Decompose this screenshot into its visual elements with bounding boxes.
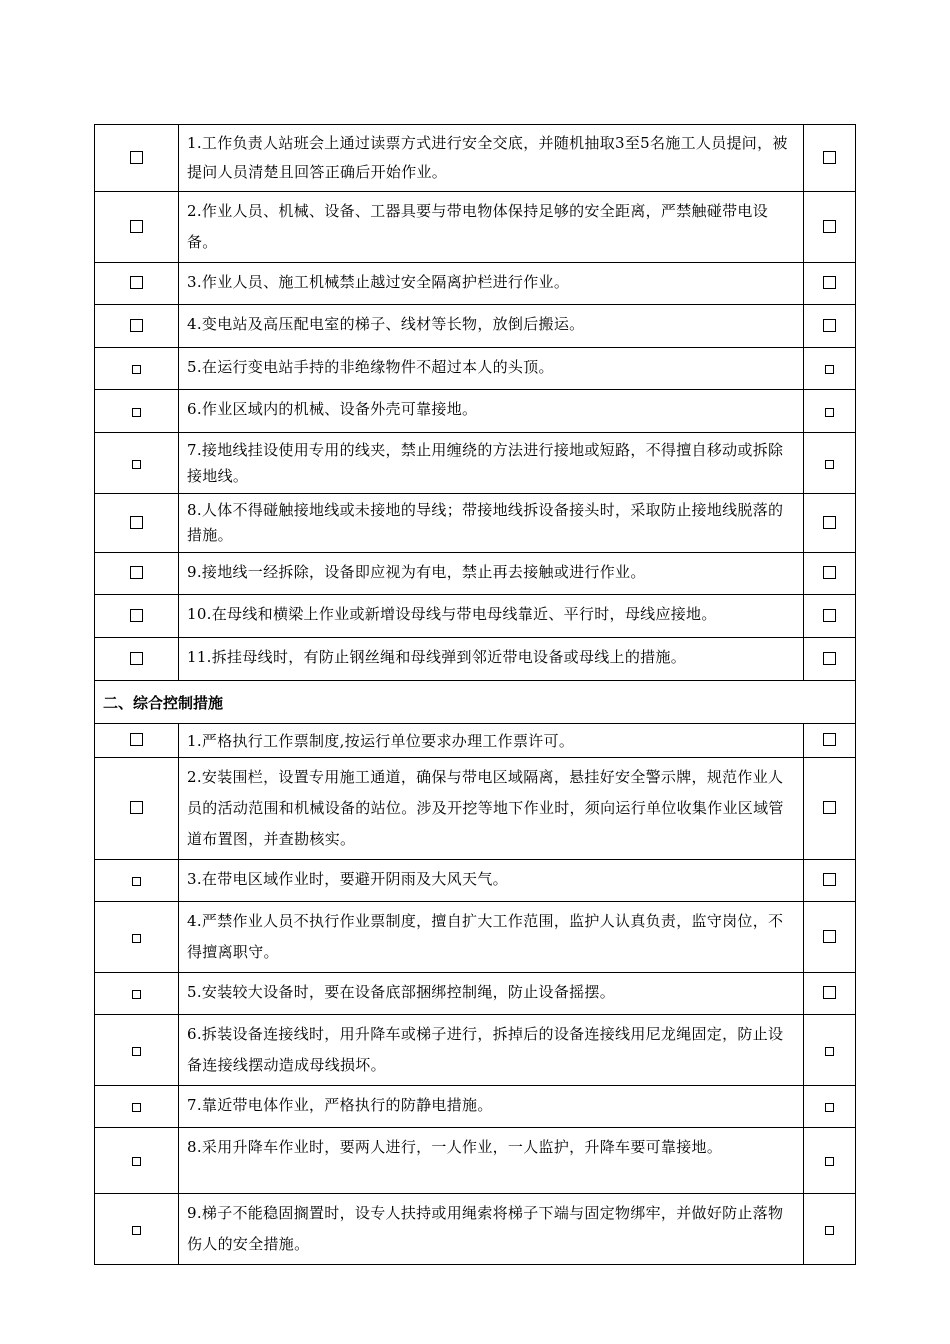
checkbox-right[interactable] xyxy=(804,494,856,553)
checkbox-left[interactable] xyxy=(95,638,179,681)
checkbox-left[interactable] xyxy=(95,125,179,192)
checkbox-right[interactable] xyxy=(804,348,856,390)
table-row xyxy=(95,1015,856,1086)
checkbox-left[interactable] xyxy=(95,1086,179,1128)
checkbox-left[interactable] xyxy=(95,860,179,902)
checkbox-left[interactable] xyxy=(95,553,179,595)
table-row xyxy=(95,1128,856,1194)
checkbox-left[interactable] xyxy=(95,1128,179,1194)
checkbox-right[interactable] xyxy=(804,1086,856,1128)
table-row xyxy=(95,125,856,192)
table-row xyxy=(95,192,856,263)
measure-text: 6.拆装设备连接线时，用升降车或梯子进行，拆掉后的设备连接线用尼龙绳固定，防止设备连接线摆动造成母线损坏。 xyxy=(179,1015,804,1086)
checkbox-right[interactable] xyxy=(804,595,856,638)
checkbox-right[interactable] xyxy=(804,553,856,595)
table-row xyxy=(95,553,856,595)
checkbox-right[interactable] xyxy=(804,973,856,1015)
checkbox-right[interactable] xyxy=(804,860,856,902)
measure-text: 6.作业区域内的机械、设备外壳可靠接地。 xyxy=(179,390,804,433)
table-row xyxy=(95,758,856,860)
measure-text: 10.在母线和横梁上作业或新增设母线与带电母线靠近、平行时，母线应接地。 xyxy=(179,595,804,638)
checkbox-right[interactable] xyxy=(804,390,856,433)
table-row xyxy=(95,973,856,1015)
measure-text: 4.变电站及高压配电室的梯子、线材等长物，放倒后搬运。 xyxy=(179,305,804,348)
checkbox-right[interactable] xyxy=(804,758,856,860)
measure-text: 8.采用升降车作业时，要两人进行，一人作业，一人监护，升降车要可靠接地。 xyxy=(179,1128,804,1194)
checkbox-left[interactable] xyxy=(95,390,179,433)
table-row xyxy=(95,433,856,494)
measure-text: 1.工作负责人站班会上通过读票方式进行安全交底，并随机抽取3至5名施工人员提问，被提问人员清楚且回答正确后开始作业。 xyxy=(179,125,804,192)
checkbox-left[interactable] xyxy=(95,1015,179,1086)
checkbox-left[interactable] xyxy=(95,902,179,973)
safety-measures-table xyxy=(94,124,856,1265)
table-row xyxy=(95,860,856,902)
table-row xyxy=(95,724,856,758)
section-header-row xyxy=(95,681,856,724)
measure-text: 7.接地线挂设使用专用的线夹，禁止用缠绕的方法进行接地或短路，不得擅自移动或拆除接地线。 xyxy=(179,433,804,494)
checkbox-right[interactable] xyxy=(804,902,856,973)
checkbox-right[interactable] xyxy=(804,1194,856,1265)
measure-text: 5.在运行变电站手持的非绝缘物件不超过本人的头顶。 xyxy=(179,348,804,390)
measure-text: 3.作业人员、施工机械禁止越过安全隔离护栏进行作业。 xyxy=(179,263,804,305)
measure-text: 3.在带电区域作业时，要避开阴雨及大风天气。 xyxy=(179,860,804,902)
measure-text: 11.拆挂母线时，有防止钢丝绳和母线弹到邻近带电设备或母线上的措施。 xyxy=(179,638,804,681)
checkbox-right[interactable] xyxy=(804,433,856,494)
checkbox-left[interactable] xyxy=(95,305,179,348)
measure-text: 5.安装较大设备时，要在设备底部捆绑控制绳，防止设备摇摆。 xyxy=(179,973,804,1015)
checkbox-right[interactable] xyxy=(804,724,856,758)
checkbox-right[interactable] xyxy=(804,125,856,192)
checkbox-left[interactable] xyxy=(95,433,179,494)
checkbox-right[interactable] xyxy=(804,1128,856,1194)
measure-text: 1.严格执行工作票制度,按运行单位要求办理工作票许可。 xyxy=(179,724,804,758)
table-row xyxy=(95,595,856,638)
table-row xyxy=(95,263,856,305)
checkbox-left[interactable] xyxy=(95,494,179,553)
checkbox-left[interactable] xyxy=(95,724,179,758)
section-title: 二、综合控制措施 xyxy=(95,681,856,724)
checkbox-left[interactable] xyxy=(95,758,179,860)
table-row xyxy=(95,638,856,681)
table-row xyxy=(95,1086,856,1128)
checkbox-right[interactable] xyxy=(804,638,856,681)
table-row xyxy=(95,305,856,348)
checkbox-left[interactable] xyxy=(95,1194,179,1265)
measure-text: 7.靠近带电体作业，严格执行的防静电措施。 xyxy=(179,1086,804,1128)
measure-text: 9.梯子不能稳固搁置时，设专人扶持或用绳索将梯子下端与固定物绑牢，并做好防止落物伤人的安全措施。 xyxy=(179,1194,804,1265)
measure-text: 4.严禁作业人员不执行作业票制度，擅自扩大工作范围，监护人认真负责，监守岗位，不得擅离职守。 xyxy=(179,902,804,973)
checkbox-right[interactable] xyxy=(804,1015,856,1086)
checkbox-right[interactable] xyxy=(804,305,856,348)
table-row xyxy=(95,390,856,433)
measure-text: 9.接地线一经拆除，设备即应视为有电，禁止再去接触或进行作业。 xyxy=(179,553,804,595)
checkbox-left[interactable] xyxy=(95,192,179,263)
checkbox-left[interactable] xyxy=(95,973,179,1015)
measure-text: 2.安装围栏，设置专用施工通道，确保与带电区域隔离，悬挂好安全警示牌，规范作业人员的活动范围和机械设备的站位。涉及开挖等地下作业时，须向运行单位收集作业区域管道布置图，并查勘核实。 xyxy=(179,758,804,860)
table-row xyxy=(95,348,856,390)
checkbox-left[interactable] xyxy=(95,348,179,390)
measure-text: 2.作业人员、机械、设备、工器具要与带电物体保持足够的安全距离，严禁触碰带电设备。 xyxy=(179,192,804,263)
table-row xyxy=(95,1194,856,1265)
table-row xyxy=(95,902,856,973)
checkbox-right[interactable] xyxy=(804,192,856,263)
table-row xyxy=(95,494,856,553)
measure-text: 8.人体不得碰触接地线或未接地的导线；带接地线拆设备接头时，采取防止接地线脱落的措施。 xyxy=(179,494,804,553)
checkbox-left[interactable] xyxy=(95,263,179,305)
checkbox-right[interactable] xyxy=(804,263,856,305)
checkbox-left[interactable] xyxy=(95,595,179,638)
